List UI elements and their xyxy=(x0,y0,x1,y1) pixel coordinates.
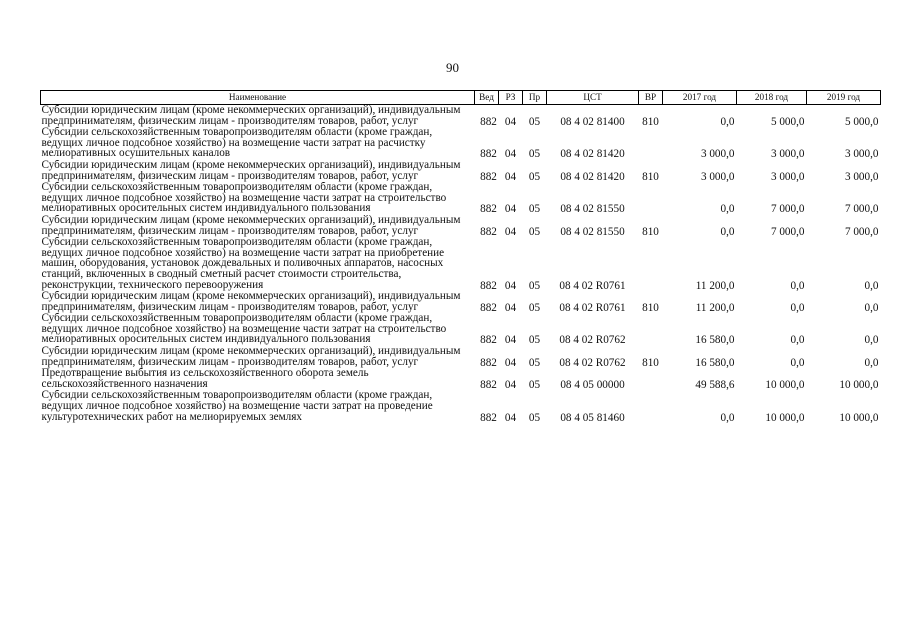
row-name: Субсидии юридическим лицам (кроме некоммерческих организаций), индивидуальным предпринимателям, физическим лицам - производителям товаров, работ, услуг xyxy=(41,214,461,237)
header-ved: Вед xyxy=(475,91,499,105)
header-2017: 2017 год xyxy=(663,91,737,105)
row-2019: 7 000,0 xyxy=(844,203,879,216)
header-name: Наименование xyxy=(41,91,475,105)
table-header-row xyxy=(41,91,881,105)
row-ved: 882 xyxy=(480,203,497,216)
row-name: Субсидии юридическим лицам (кроме некоммерческих организаций), индивидуальным предпринимателям, физическим лицам - производителям товаров, работ, услуг xyxy=(41,346,461,368)
row-name: Субсидии юридическим лицам (кроме некоммерческих организаций), индивидуальным предпринимателям, физическим лицам - производителям товаров, работ, услуг xyxy=(41,159,461,182)
header-vr: ВР xyxy=(639,91,663,105)
table-row xyxy=(41,160,881,182)
row-vr: 810 xyxy=(642,170,659,183)
row-ved: 882 xyxy=(480,279,497,292)
row-vr: 810 xyxy=(642,301,659,314)
row-pr: 05 xyxy=(528,115,541,128)
row-2017: 16 580,0 xyxy=(695,334,735,347)
row-2019: 0,0 xyxy=(864,301,879,314)
row-cst: 08 4 02 81550 xyxy=(560,203,625,216)
row-ved: 882 xyxy=(480,301,497,314)
row-2018: 0,0 xyxy=(790,334,805,347)
row-rz: 04 xyxy=(504,356,517,369)
header-rz: РЗ xyxy=(499,91,523,105)
row-vr xyxy=(639,390,663,423)
row-rz: 04 xyxy=(504,301,517,314)
page-number: 90 xyxy=(446,60,459,75)
row-2019: 3 000,0 xyxy=(844,170,879,183)
header-cst: ЦСТ xyxy=(547,91,639,105)
row-cst: 08 4 02 R0762 xyxy=(559,334,626,347)
row-rz: 04 xyxy=(504,203,517,216)
row-cst: 08 4 02 R0761 xyxy=(559,301,626,314)
table-row xyxy=(41,237,881,291)
row-2018: 5 000,0 xyxy=(770,115,805,128)
row-2018: 7 000,0 xyxy=(770,225,805,238)
row-rz: 04 xyxy=(504,378,517,391)
row-pr: 05 xyxy=(528,334,541,347)
row-2018: 10 000,0 xyxy=(765,411,805,424)
row-2018: 3 000,0 xyxy=(770,148,805,161)
row-cst: 08 4 02 R0762 xyxy=(559,356,626,369)
row-ved: 882 xyxy=(480,170,497,183)
row-2017: 11 200,0 xyxy=(695,301,735,314)
budget-table xyxy=(40,90,881,423)
row-rz: 04 xyxy=(504,170,517,183)
row-rz: 04 xyxy=(504,411,517,424)
row-rz: 04 xyxy=(504,115,517,128)
row-name: Субсидии сельскохозяйственным товаропроизводителям области (кроме граждан, ведущих личное подсобное хозяйство) на возмещение части затрат на расчистку мелиоративных осушительных каналов xyxy=(41,127,433,160)
table-row xyxy=(41,182,881,215)
table-row xyxy=(41,368,881,390)
header-pr: Пр xyxy=(523,91,547,105)
row-2018: 3 000,0 xyxy=(770,170,805,183)
table-row xyxy=(41,313,881,346)
row-pr: 05 xyxy=(528,378,541,391)
row-ved: 882 xyxy=(480,378,497,391)
row-vr xyxy=(639,127,663,160)
row-2017: 0,0 xyxy=(720,115,735,128)
row-2018: 7 000,0 xyxy=(770,203,805,216)
row-vr xyxy=(639,368,663,390)
row-name: Субсидии сельскохозяйственным товаропроизводителям области (кроме граждан, ведущих личное подсобное хозяйство) на возмещение части затрат на строительство мелиоративных оросительных систем индивидуального пользования xyxy=(41,182,447,215)
row-pr: 05 xyxy=(528,170,541,183)
row-ved: 882 xyxy=(480,148,497,161)
row-cst: 08 4 02 81550 xyxy=(560,225,625,238)
row-rz: 04 xyxy=(504,148,517,161)
row-rz: 04 xyxy=(504,334,517,347)
row-vr: 810 xyxy=(642,356,659,369)
row-pr: 05 xyxy=(528,203,541,216)
table-body xyxy=(41,105,881,424)
row-vr: 810 xyxy=(642,115,659,128)
row-2017: 3 000,0 xyxy=(700,148,735,161)
row-name: Субсидии сельскохозяйственным товаропроизводителям области (кроме граждан, ведущих личное подсобное хозяйство) на возмещение части затрат на проведение культуротехнических работ на мелиорируемых землях xyxy=(41,390,433,423)
row-rz: 04 xyxy=(504,279,517,292)
row-cst: 08 4 05 81460 xyxy=(560,411,625,424)
row-2017: 11 200,0 xyxy=(695,279,735,292)
row-2018: 0,0 xyxy=(790,301,805,314)
row-2019: 5 000,0 xyxy=(844,115,879,128)
row-pr: 05 xyxy=(528,225,541,238)
row-2019: 10 000,0 xyxy=(839,411,879,424)
row-vr xyxy=(639,313,663,346)
row-rz: 04 xyxy=(504,225,517,238)
row-name: Субсидии юридическим лицам (кроме некоммерческих организаций), индивидуальным предпринимателям, физическим лицам - производителям товаров, работ, услуг xyxy=(41,291,461,313)
row-2017: 0,0 xyxy=(720,225,735,238)
row-2019: 10 000,0 xyxy=(839,378,879,391)
header-2019: 2019 год xyxy=(807,91,881,105)
row-vr: 810 xyxy=(642,225,659,238)
row-ved: 882 xyxy=(480,115,497,128)
row-name: Предотвращение выбытия из сельскохозяйственного оборота земель сельскохозяйственного назначения xyxy=(41,368,369,390)
row-2018: 0,0 xyxy=(790,279,805,292)
row-vr xyxy=(639,237,663,291)
table-row xyxy=(41,127,881,160)
row-cst: 08 4 02 81420 xyxy=(560,170,625,183)
row-cst: 08 4 02 81420 xyxy=(560,148,625,161)
row-ved: 882 xyxy=(480,356,497,369)
row-ved: 882 xyxy=(480,411,497,424)
row-2019: 0,0 xyxy=(864,334,879,347)
row-ved: 882 xyxy=(480,225,497,238)
table-row xyxy=(41,105,881,128)
header-2018: 2018 год xyxy=(737,91,807,105)
row-ved: 882 xyxy=(480,334,497,347)
row-name: Субсидии юридическим лицам (кроме некоммерческих организаций), индивидуальным предпринимателям, физическим лицам - производителям товаров, работ, услуг xyxy=(41,104,461,127)
row-pr: 05 xyxy=(528,356,541,369)
row-2019: 0,0 xyxy=(864,279,879,292)
row-vr xyxy=(639,182,663,215)
row-cst: 08 4 02 81400 xyxy=(560,115,625,128)
row-2019: 7 000,0 xyxy=(844,225,879,238)
row-2017: 49 588,6 xyxy=(695,378,735,391)
row-2018: 10 000,0 xyxy=(765,378,805,391)
row-pr: 05 xyxy=(528,411,541,424)
table-row xyxy=(41,291,881,313)
table-row xyxy=(41,346,881,368)
row-2018: 0,0 xyxy=(790,356,805,369)
row-cst: 08 4 05 00000 xyxy=(560,378,625,391)
row-2019: 3 000,0 xyxy=(844,148,879,161)
row-pr: 05 xyxy=(528,279,541,292)
row-pr: 05 xyxy=(528,148,541,161)
row-2019: 0,0 xyxy=(864,356,879,369)
row-pr: 05 xyxy=(528,301,541,314)
row-cst: 08 4 02 R0761 xyxy=(559,279,626,292)
row-2017: 16 580,0 xyxy=(695,356,735,369)
table-row xyxy=(41,390,881,423)
row-2017: 3 000,0 xyxy=(700,170,735,183)
row-name: Субсидии сельскохозяйственным товаропроизводителям области (кроме граждан, ведущих личное подсобное хозяйство) на возмещение части затрат на строительство мелиоративных оросительных систем индивидуального пользования xyxy=(41,313,447,346)
table-row xyxy=(41,215,881,237)
row-2017: 0,0 xyxy=(720,203,735,216)
row-2017: 0,0 xyxy=(720,411,735,424)
row-name: Субсидии сельскохозяйственным товаропроизводителям области (кроме граждан, ведущих личное подсобное хозяйство) на возмещение части затрат на приобретение машин, оборудования, установок дождевальных и поливочных аппаратов, насосных станций, включенных в сводный сметный расчет стоимости строительства, реконструкции, технического перевооружения xyxy=(41,237,445,291)
